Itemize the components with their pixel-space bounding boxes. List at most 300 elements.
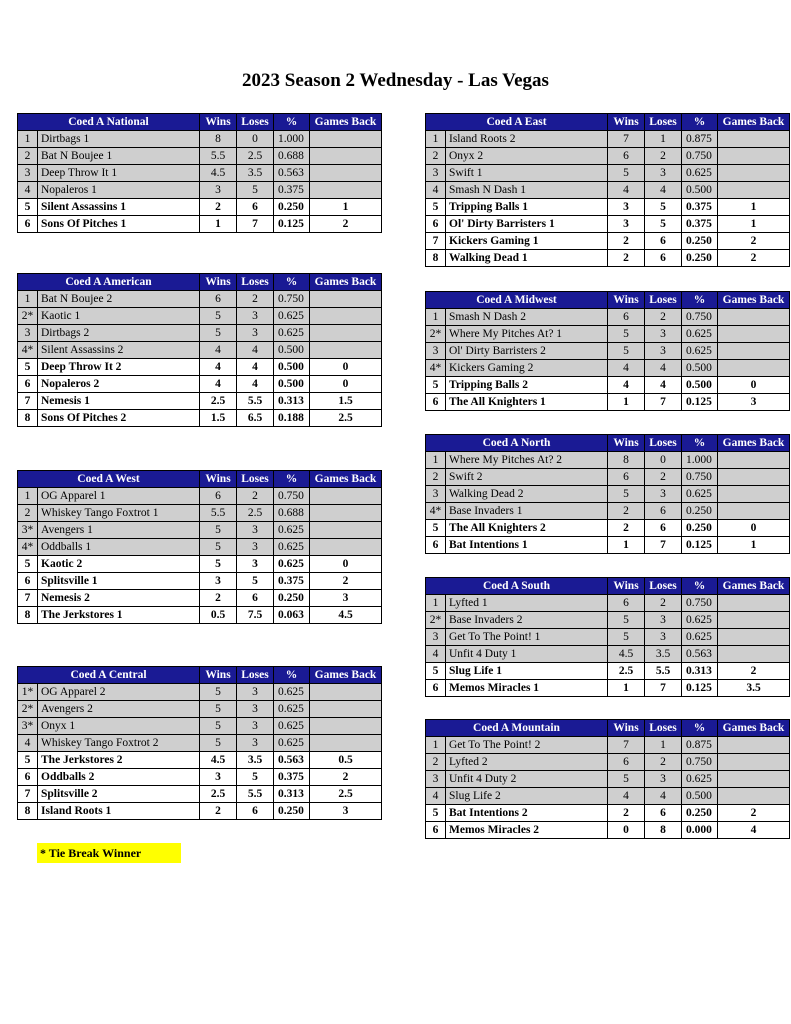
games-back-cell: 2 — [310, 216, 382, 233]
games-back-header: Games Back — [718, 720, 790, 737]
division-name: Coed A American — [18, 274, 200, 291]
table-row — [18, 505, 382, 522]
games-back-cell — [718, 343, 790, 360]
pct-cell: 0.125 — [682, 680, 718, 697]
games-back-cell: 0 — [718, 520, 790, 537]
loses-cell: 5 — [645, 199, 682, 216]
wins-cell: 5 — [200, 308, 237, 325]
loses-cell: 4 — [645, 788, 682, 805]
table-row — [426, 343, 790, 360]
wins-cell: 2.5 — [608, 663, 645, 680]
table-row — [18, 291, 382, 308]
pct-cell: 0.250 — [682, 805, 718, 822]
games-back-cell: 0 — [718, 377, 790, 394]
division-name: Coed A Midwest — [426, 292, 608, 309]
rank-cell: 4* — [426, 503, 446, 520]
games-back-header: Games Back — [310, 274, 382, 291]
wins-header: Wins — [608, 435, 645, 452]
rank-cell: 4 — [426, 182, 446, 199]
table-row — [426, 469, 790, 486]
table-header-row — [18, 471, 382, 488]
rank-cell: 3 — [426, 343, 446, 360]
wins-cell: 6 — [608, 309, 645, 326]
table-header-row — [426, 720, 790, 737]
games-back-cell — [718, 595, 790, 612]
pct-cell: 0.625 — [274, 325, 310, 342]
pct-cell: 0.375 — [274, 769, 310, 786]
pct-cell: 0.625 — [274, 308, 310, 325]
wins-cell: 1 — [608, 680, 645, 697]
table-row — [18, 182, 382, 199]
loses-cell: 3 — [645, 771, 682, 788]
team-name-cell: Bat N Boujee 1 — [38, 148, 200, 165]
rank-cell: 3 — [18, 325, 38, 342]
loses-cell: 4 — [645, 377, 682, 394]
team-name-cell: Oddballs 1 — [38, 539, 200, 556]
games-back-cell: 1 — [718, 216, 790, 233]
games-back-cell — [310, 182, 382, 199]
loses-cell: 3 — [645, 165, 682, 182]
loses-cell: 4 — [237, 342, 274, 359]
games-back-header: Games Back — [718, 435, 790, 452]
loses-cell: 5 — [237, 182, 274, 199]
pct-header: % — [682, 578, 718, 595]
loses-header: Loses — [645, 720, 682, 737]
loses-cell: 6.5 — [237, 410, 274, 427]
rank-cell: 2* — [426, 612, 446, 629]
games-back-cell — [718, 612, 790, 629]
rank-cell: 7 — [426, 233, 446, 250]
table-row — [18, 684, 382, 701]
games-back-header: Games Back — [310, 667, 382, 684]
pct-cell: 0.125 — [274, 216, 310, 233]
team-name-cell: Bat N Boujee 2 — [38, 291, 200, 308]
pct-cell: 0.625 — [682, 343, 718, 360]
wins-cell: 1.5 — [200, 410, 237, 427]
team-name-cell: Kickers Gaming 2 — [446, 360, 608, 377]
team-name-cell: Get To The Point! 2 — [446, 737, 608, 754]
wins-cell: 6 — [200, 488, 237, 505]
team-name-cell: Ol' Dirty Barristers 2 — [446, 343, 608, 360]
pct-cell: 0.875 — [682, 131, 718, 148]
wins-cell: 8 — [200, 131, 237, 148]
rank-cell: 5 — [426, 199, 446, 216]
table-row — [18, 573, 382, 590]
loses-cell: 6 — [237, 199, 274, 216]
pct-cell: 0.688 — [274, 505, 310, 522]
team-name-cell: Walking Dead 2 — [446, 486, 608, 503]
wins-header: Wins — [200, 667, 237, 684]
games-back-header: Games Back — [310, 471, 382, 488]
team-name-cell: Onyx 2 — [446, 148, 608, 165]
table-row — [426, 486, 790, 503]
loses-cell: 1 — [645, 131, 682, 148]
games-back-cell — [718, 771, 790, 788]
team-name-cell: The Jerkstores 1 — [38, 607, 200, 624]
wins-cell: 4.5 — [200, 165, 237, 182]
table-row — [18, 786, 382, 803]
pct-cell: 0.313 — [274, 393, 310, 410]
pct-cell: 0.500 — [682, 182, 718, 199]
pct-cell: 0.625 — [274, 701, 310, 718]
pct-cell: 0.375 — [274, 182, 310, 199]
wins-cell: 2 — [608, 233, 645, 250]
rank-cell: 1 — [18, 291, 38, 308]
wins-cell: 1 — [608, 394, 645, 411]
table-row — [426, 199, 790, 216]
wins-header: Wins — [608, 578, 645, 595]
pct-cell: 0.250 — [682, 233, 718, 250]
wins-cell: 2 — [200, 803, 237, 820]
pct-cell: 0.625 — [682, 629, 718, 646]
division-name: Coed A West — [18, 471, 200, 488]
team-name-cell: Island Roots 1 — [38, 803, 200, 820]
pct-cell: 0.563 — [274, 752, 310, 769]
table-row — [426, 216, 790, 233]
division-name: Coed A National — [18, 114, 200, 131]
wins-cell: 3 — [608, 199, 645, 216]
games-back-cell: 1 — [310, 199, 382, 216]
team-name-cell: Sons Of Pitches 2 — [38, 410, 200, 427]
pct-cell: 0.500 — [274, 342, 310, 359]
loses-cell: 2 — [645, 148, 682, 165]
rank-cell: 8 — [18, 410, 38, 427]
wins-cell: 6 — [200, 291, 237, 308]
team-name-cell: Where My Pitches At? 2 — [446, 452, 608, 469]
games-back-cell: 3 — [310, 803, 382, 820]
wins-cell: 7 — [608, 737, 645, 754]
rank-cell: 6 — [18, 573, 38, 590]
loses-cell: 8 — [645, 822, 682, 839]
table-row — [18, 342, 382, 359]
team-name-cell: Get To The Point! 1 — [446, 629, 608, 646]
wins-cell: 3 — [200, 769, 237, 786]
table-row — [18, 148, 382, 165]
rank-cell: 4* — [18, 539, 38, 556]
games-back-cell — [718, 326, 790, 343]
pct-header: % — [274, 471, 310, 488]
wins-cell: 6 — [608, 148, 645, 165]
rank-cell: 1 — [18, 488, 38, 505]
loses-cell: 4 — [645, 360, 682, 377]
pct-cell: 0.625 — [274, 539, 310, 556]
team-name-cell: Onyx 1 — [38, 718, 200, 735]
team-name-cell: Swift 2 — [446, 469, 608, 486]
pct-cell: 0.250 — [682, 250, 718, 267]
loses-cell: 4 — [645, 182, 682, 199]
rank-cell: 5 — [18, 752, 38, 769]
rank-cell: 6 — [18, 216, 38, 233]
wins-header: Wins — [608, 114, 645, 131]
games-back-cell: 1.5 — [310, 393, 382, 410]
table-row — [426, 326, 790, 343]
loses-cell: 7 — [645, 537, 682, 554]
pct-cell: 0.688 — [274, 148, 310, 165]
wins-cell: 5 — [608, 165, 645, 182]
wins-cell: 5 — [608, 326, 645, 343]
pct-cell: 0.313 — [274, 786, 310, 803]
wins-cell: 5 — [608, 771, 645, 788]
table-row — [426, 360, 790, 377]
loses-cell: 3 — [237, 325, 274, 342]
rank-cell: 5 — [426, 377, 446, 394]
games-back-cell — [718, 131, 790, 148]
table-row — [426, 452, 790, 469]
games-back-cell — [718, 148, 790, 165]
table-row — [18, 199, 382, 216]
team-name-cell: Splitsville 2 — [38, 786, 200, 803]
pct-header: % — [274, 667, 310, 684]
standings-table-central — [17, 666, 382, 820]
team-name-cell: Kickers Gaming 1 — [446, 233, 608, 250]
table-row — [18, 488, 382, 505]
table-header-row — [18, 667, 382, 684]
rank-cell: 6 — [18, 376, 38, 393]
loses-cell: 3 — [645, 343, 682, 360]
games-back-cell: 0 — [310, 556, 382, 573]
pct-cell: 0.250 — [682, 503, 718, 520]
table-header-row — [18, 114, 382, 131]
team-name-cell: Dirtbags 1 — [38, 131, 200, 148]
table-row — [426, 377, 790, 394]
wins-cell: 6 — [608, 754, 645, 771]
team-name-cell: Whiskey Tango Foxtrot 2 — [38, 735, 200, 752]
wins-cell: 2 — [608, 520, 645, 537]
pct-cell: 0.750 — [682, 148, 718, 165]
games-back-cell — [718, 486, 790, 503]
table-header-row — [426, 435, 790, 452]
pct-cell: 0.750 — [682, 595, 718, 612]
loses-cell: 0 — [645, 452, 682, 469]
wins-cell: 7 — [608, 131, 645, 148]
games-back-cell — [310, 148, 382, 165]
loses-cell: 5 — [237, 769, 274, 786]
wins-cell: 3 — [608, 216, 645, 233]
loses-cell: 2 — [645, 309, 682, 326]
wins-cell: 4 — [608, 377, 645, 394]
table-row — [18, 803, 382, 820]
table-row — [426, 646, 790, 663]
rank-cell: 2 — [426, 469, 446, 486]
pct-cell: 0.625 — [682, 612, 718, 629]
pct-cell: 0.563 — [274, 165, 310, 182]
team-name-cell: Ol' Dirty Barristers 1 — [446, 216, 608, 233]
wins-cell: 2 — [608, 503, 645, 520]
wins-cell: 4.5 — [200, 752, 237, 769]
games-back-header: Games Back — [718, 292, 790, 309]
rank-cell: 1 — [426, 452, 446, 469]
wins-cell: 2 — [608, 805, 645, 822]
team-name-cell: Oddballs 2 — [38, 769, 200, 786]
wins-cell: 5 — [608, 486, 645, 503]
team-name-cell: Tripping Balls 2 — [446, 377, 608, 394]
games-back-cell — [718, 182, 790, 199]
loses-cell: 3 — [237, 308, 274, 325]
wins-cell: 2 — [200, 590, 237, 607]
loses-cell: 6 — [237, 803, 274, 820]
standings-table-north — [425, 434, 790, 554]
rank-cell: 3 — [426, 629, 446, 646]
table-row — [426, 148, 790, 165]
loses-cell: 3 — [645, 612, 682, 629]
table-row — [426, 822, 790, 839]
wins-cell: 2 — [200, 199, 237, 216]
rank-cell: 3 — [426, 486, 446, 503]
table-row — [426, 788, 790, 805]
table-row — [18, 590, 382, 607]
wins-cell: 5.5 — [200, 505, 237, 522]
rank-cell: 1* — [18, 684, 38, 701]
games-back-cell: 2 — [718, 805, 790, 822]
pct-cell: 0.500 — [274, 359, 310, 376]
loses-cell: 0 — [237, 131, 274, 148]
loses-cell: 7.5 — [237, 607, 274, 624]
table-row — [426, 612, 790, 629]
pct-cell: 0.125 — [682, 394, 718, 411]
rank-cell: 8 — [426, 250, 446, 267]
rank-cell: 7 — [18, 393, 38, 410]
team-name-cell: Smash N Dash 2 — [446, 309, 608, 326]
loses-cell: 6 — [645, 233, 682, 250]
games-back-cell — [718, 452, 790, 469]
pct-cell: 0.250 — [274, 199, 310, 216]
games-back-cell: 1 — [718, 537, 790, 554]
team-name-cell: Nopaleros 1 — [38, 182, 200, 199]
loses-cell: 6 — [645, 520, 682, 537]
loses-cell: 3 — [645, 629, 682, 646]
rank-cell: 3* — [18, 522, 38, 539]
table-row — [18, 359, 382, 376]
team-name-cell: OG Apparel 2 — [38, 684, 200, 701]
team-name-cell: Lyfted 2 — [446, 754, 608, 771]
rank-cell: 7 — [18, 590, 38, 607]
table-row — [18, 539, 382, 556]
rank-cell: 3 — [426, 771, 446, 788]
rank-cell: 2 — [18, 505, 38, 522]
wins-cell: 5 — [200, 684, 237, 701]
team-name-cell: Silent Assassins 1 — [38, 199, 200, 216]
loses-header: Loses — [237, 274, 274, 291]
standings-table-east — [425, 113, 790, 267]
rank-cell: 6 — [426, 537, 446, 554]
pct-cell: 0.625 — [274, 684, 310, 701]
pct-header: % — [682, 114, 718, 131]
loses-cell: 3 — [237, 556, 274, 573]
wins-cell: 6 — [608, 595, 645, 612]
wins-cell: 4.5 — [608, 646, 645, 663]
games-back-cell — [718, 754, 790, 771]
wins-cell: 5 — [608, 612, 645, 629]
table-row — [18, 325, 382, 342]
loses-header: Loses — [645, 114, 682, 131]
loses-header: Loses — [645, 292, 682, 309]
pct-header: % — [274, 274, 310, 291]
games-back-cell — [718, 165, 790, 182]
rank-cell: 1 — [18, 131, 38, 148]
wins-header: Wins — [608, 720, 645, 737]
standings-table-south — [425, 577, 790, 697]
team-name-cell: Walking Dead 1 — [446, 250, 608, 267]
pct-cell: 0.375 — [682, 216, 718, 233]
loses-cell: 5.5 — [237, 786, 274, 803]
games-back-cell — [718, 309, 790, 326]
games-back-cell — [718, 360, 790, 377]
loses-cell: 5 — [237, 573, 274, 590]
wins-cell: 3 — [200, 573, 237, 590]
loses-cell: 3.5 — [645, 646, 682, 663]
pct-cell: 0.625 — [682, 165, 718, 182]
games-back-cell: 0.5 — [310, 752, 382, 769]
standings-table-national — [17, 113, 382, 233]
pct-cell: 0.625 — [682, 326, 718, 343]
loses-cell: 2 — [645, 595, 682, 612]
wins-header: Wins — [200, 114, 237, 131]
pct-cell: 0.563 — [682, 646, 718, 663]
pct-cell: 0.375 — [274, 573, 310, 590]
games-back-cell — [718, 469, 790, 486]
table-row — [426, 233, 790, 250]
team-name-cell: The Jerkstores 2 — [38, 752, 200, 769]
pct-cell: 0.500 — [682, 377, 718, 394]
table-header-row — [426, 292, 790, 309]
pct-header: % — [682, 720, 718, 737]
rank-cell: 1 — [426, 131, 446, 148]
pct-header: % — [274, 114, 310, 131]
games-back-cell — [718, 737, 790, 754]
pct-cell: 0.625 — [274, 522, 310, 539]
table-row — [18, 718, 382, 735]
games-back-cell — [310, 342, 382, 359]
pct-cell: 0.625 — [682, 486, 718, 503]
loses-cell: 6 — [645, 250, 682, 267]
rank-cell: 8 — [18, 607, 38, 624]
games-back-cell: 4 — [718, 822, 790, 839]
loses-cell: 7 — [645, 394, 682, 411]
loses-cell: 4 — [237, 376, 274, 393]
games-back-cell: 2 — [310, 573, 382, 590]
games-back-cell — [310, 131, 382, 148]
table-row — [18, 522, 382, 539]
team-name-cell: Lyfted 1 — [446, 595, 608, 612]
team-name-cell: Nopaleros 2 — [38, 376, 200, 393]
games-back-cell: 2 — [310, 769, 382, 786]
loses-cell: 3 — [237, 522, 274, 539]
wins-cell: 4 — [608, 182, 645, 199]
table-row — [18, 308, 382, 325]
pct-cell: 0.750 — [682, 469, 718, 486]
rank-cell: 5 — [18, 199, 38, 216]
team-name-cell: Base Invaders 1 — [446, 503, 608, 520]
table-header-row — [18, 274, 382, 291]
standings-table-mountain — [425, 719, 790, 839]
team-name-cell: Nemesis 1 — [38, 393, 200, 410]
table-row — [426, 805, 790, 822]
wins-cell: 2.5 — [200, 786, 237, 803]
team-name-cell: Tripping Balls 1 — [446, 199, 608, 216]
team-name-cell: The All Knighters 2 — [446, 520, 608, 537]
loses-cell: 5.5 — [645, 663, 682, 680]
wins-cell: 5 — [200, 718, 237, 735]
games-back-cell: 2 — [718, 250, 790, 267]
team-name-cell: Memos Miracles 2 — [446, 822, 608, 839]
pct-cell: 0.625 — [274, 718, 310, 735]
wins-cell: 5 — [200, 556, 237, 573]
table-row — [426, 629, 790, 646]
games-back-cell: 3 — [718, 394, 790, 411]
rank-cell: 2* — [18, 701, 38, 718]
team-name-cell: Deep Throw It 2 — [38, 359, 200, 376]
games-back-cell — [310, 684, 382, 701]
